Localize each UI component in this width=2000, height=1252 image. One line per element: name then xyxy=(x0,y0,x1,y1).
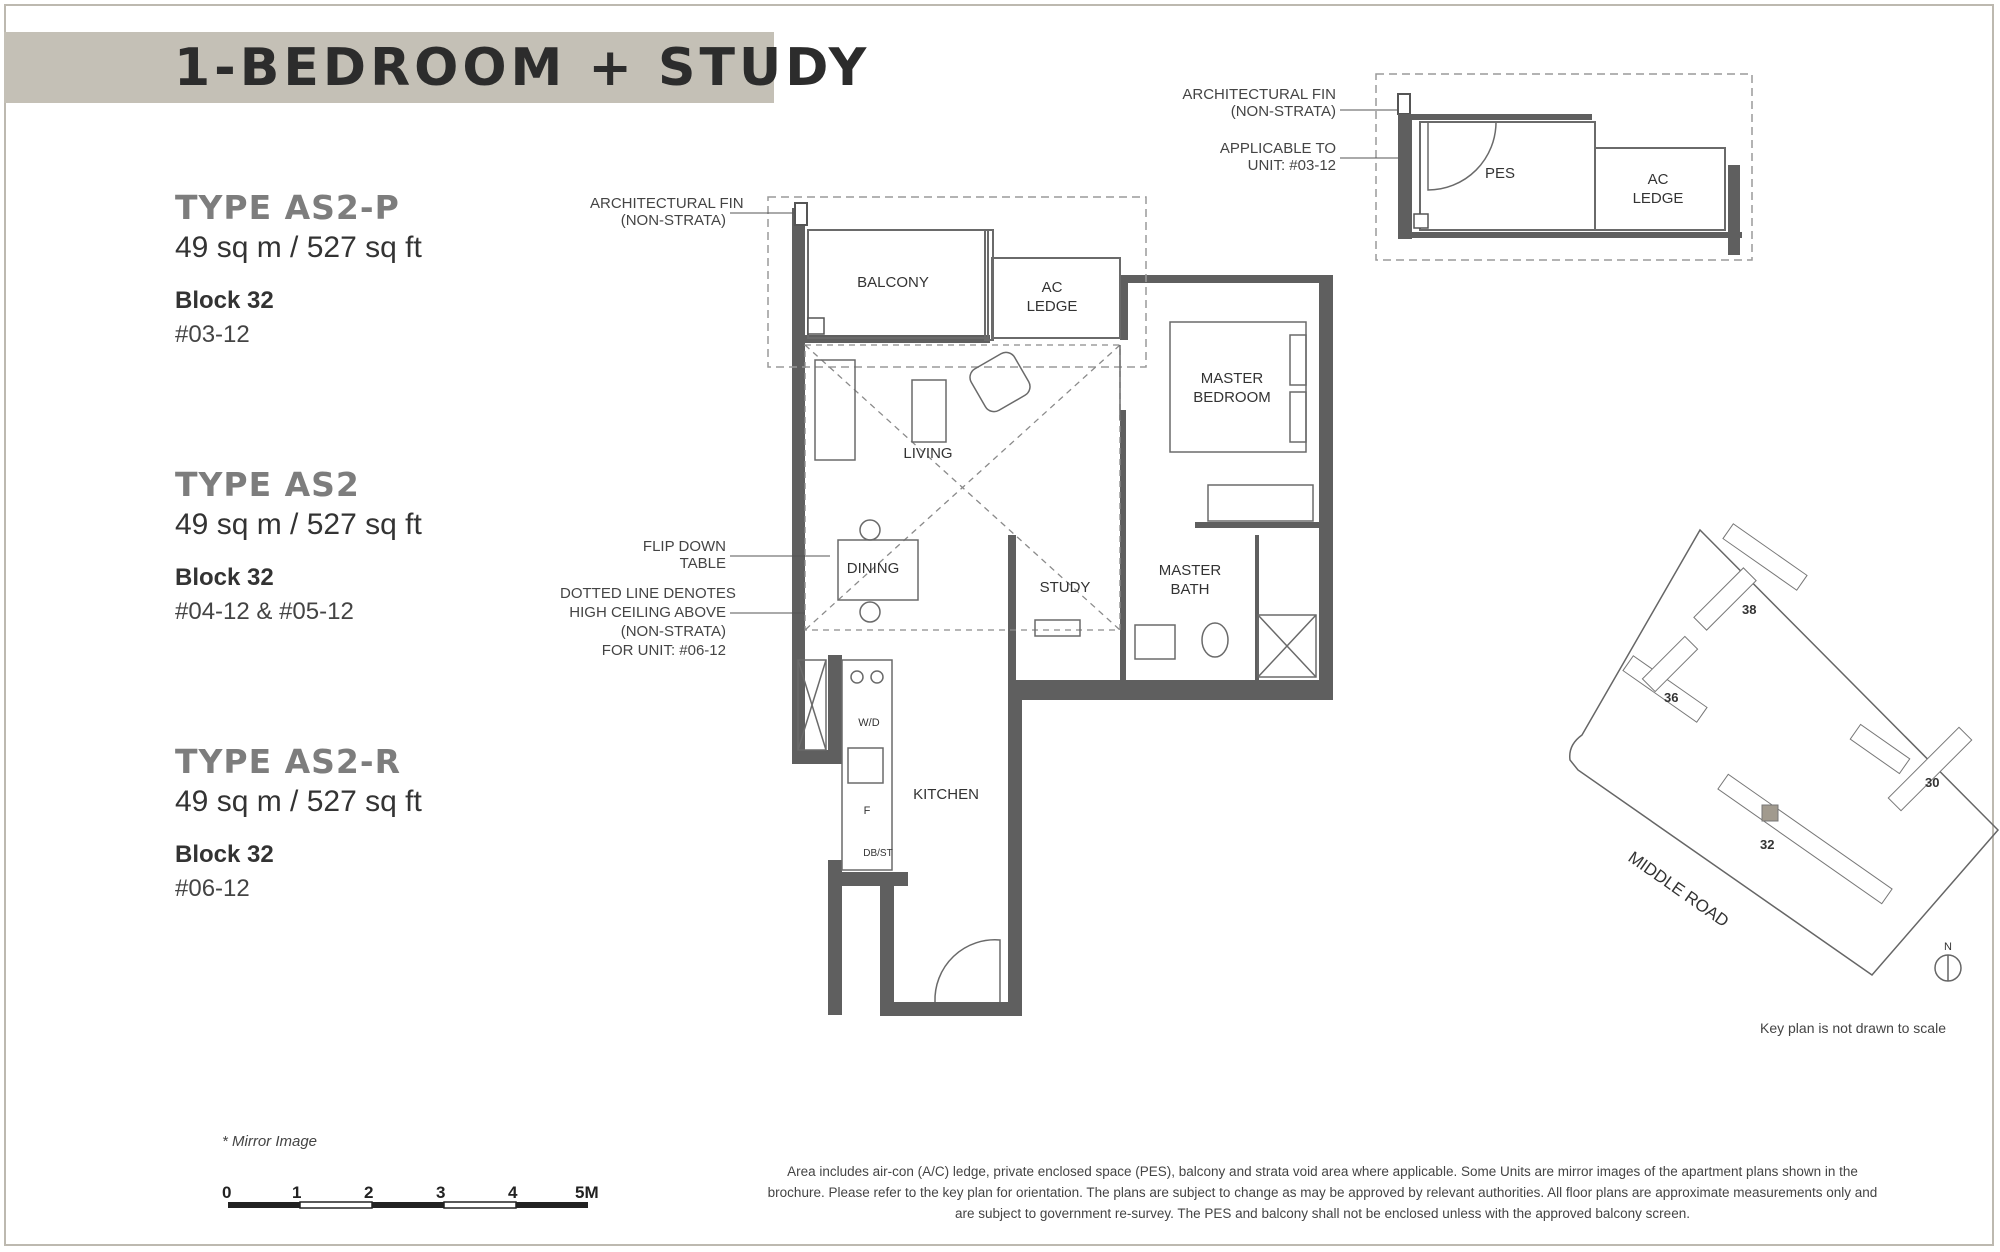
arch-fin-note xyxy=(590,195,744,229)
room-label-master: MASTER xyxy=(1200,370,1264,387)
scale-segment xyxy=(300,1202,372,1208)
scale-segment xyxy=(444,1202,516,1208)
room-label-study: STUDY xyxy=(1039,579,1091,596)
armchair xyxy=(966,349,1033,416)
inset-ac-ledge xyxy=(1595,148,1725,230)
inset-fin xyxy=(1398,94,1410,114)
room-label-ledge: LEDGE xyxy=(1026,298,1078,315)
inset-label-pes: PES xyxy=(1484,165,1516,182)
block-number: 32 xyxy=(1760,837,1775,852)
room-label-dining: DINING xyxy=(846,560,900,577)
type-name: TYPE AS2 xyxy=(175,465,360,504)
inset-wall xyxy=(1398,114,1412,239)
room-label-bedroom: BEDROOM xyxy=(1193,389,1271,406)
note-line: (NON-STRATA) xyxy=(620,212,726,229)
type-units: #03-12 xyxy=(175,321,250,348)
block-number: 38 xyxy=(1742,602,1757,617)
balcony xyxy=(808,230,1120,340)
wall-right xyxy=(1319,275,1333,700)
note-line: FOR UNIT: #06-12 xyxy=(601,642,726,659)
room-label-balcony: BALCONY xyxy=(857,274,929,291)
scale-label: 3 xyxy=(436,1183,446,1202)
coffee-table xyxy=(912,380,946,442)
room-label-living: LIVING xyxy=(903,445,953,462)
scale-bar xyxy=(222,1183,599,1208)
wall-bedroom-bottom xyxy=(1195,522,1333,528)
inset-fin-box xyxy=(1414,214,1428,228)
inset-plan xyxy=(1340,94,1742,255)
type-block-number: Block 32 xyxy=(175,841,274,868)
scale-labels xyxy=(222,1183,599,1202)
scale-segment xyxy=(372,1202,444,1208)
bed xyxy=(1170,322,1306,452)
chair xyxy=(860,520,880,540)
block-32-units xyxy=(1718,774,1892,903)
note-line: (NON-STRATA) xyxy=(620,623,726,640)
kitchen-counter xyxy=(842,660,892,870)
type-name: TYPE AS2-R xyxy=(175,742,401,781)
wardrobe xyxy=(1208,485,1313,521)
wall-study-right xyxy=(1120,535,1126,685)
architectural-fin xyxy=(795,203,807,225)
note-line: HIGH CEILING ABOVE xyxy=(569,604,726,621)
walls xyxy=(792,208,1333,1016)
chair xyxy=(860,602,880,622)
sofa xyxy=(815,360,855,460)
disclaimer: Area includes air-con (A/C) ledge, private enclosed space (PES), balcony and strata void area where applicable. Some Units are mirror images of the apartment plans shown in the brochure. Please refer to the key plan for orientation. The plans are subject to change as may be approved by relevant authorities. All floor plans are approximate measurements only and are subject to government re-survey. The PES and balcony shall not be enclosed unless with the approved balcony screen. xyxy=(767,1164,1878,1221)
wall-bedroom-left xyxy=(1120,410,1126,540)
study-desk xyxy=(1035,620,1080,636)
key-plan-blocks xyxy=(1623,524,1972,904)
scale-label: 1 xyxy=(292,1183,302,1202)
inset-wall-bottom xyxy=(1412,232,1742,238)
page-title: 1-BEDROOM + STUDY xyxy=(174,38,871,98)
mirror-note: * Mirror Image xyxy=(222,1133,318,1150)
scale-segment xyxy=(228,1202,300,1208)
scale-label: 5M xyxy=(575,1183,599,1202)
note-line: DOTTED LINE DENOTES xyxy=(560,585,736,602)
wall-bedroom-left-top xyxy=(1120,275,1128,340)
wall-right-kitchen xyxy=(1008,680,1022,1016)
type-area: 49 sq m / 527 sq ft xyxy=(175,231,422,264)
scale-label: 4 xyxy=(508,1183,518,1202)
note-line: (NON-STRATA) xyxy=(1230,103,1336,120)
highlighted-unit xyxy=(1762,805,1778,821)
wall-bottom xyxy=(880,1002,1012,1016)
furniture xyxy=(798,322,1316,1002)
inset-label-ac: AC xyxy=(1647,171,1669,188)
note-line: UNIT: #03-12 xyxy=(1247,157,1336,174)
inset-wall-right xyxy=(1728,165,1740,255)
type-block-number: Block 32 xyxy=(175,287,274,314)
type-units: #04-12 & #05-12 xyxy=(175,598,354,625)
basin xyxy=(1135,625,1175,659)
note-line: FLIP DOWN xyxy=(642,538,726,555)
block-number: 36 xyxy=(1664,690,1679,705)
room-label-ac: AC xyxy=(1041,279,1063,296)
key-plan xyxy=(1570,524,1998,981)
note-line: ARCHITECTURAL FIN xyxy=(590,195,744,212)
room-label-master-bath: MASTER xyxy=(1158,562,1222,579)
pillow xyxy=(1290,392,1306,442)
type-block-number: Block 32 xyxy=(175,564,274,591)
inset-wall-top xyxy=(1412,114,1592,120)
room-label-fridge: F xyxy=(863,805,871,817)
dotted-line-note xyxy=(560,584,736,660)
scale-label: 2 xyxy=(364,1183,374,1202)
room-label-bath: BATH xyxy=(1170,581,1210,598)
block-38-wing xyxy=(1694,568,1756,630)
wall-kitchen-jog xyxy=(828,872,908,886)
wall-kitchen-left-upper xyxy=(828,655,842,755)
road-label: MIDDLE ROAD xyxy=(1624,847,1733,932)
inset-label-ledge: LEDGE xyxy=(1632,190,1684,207)
type-area: 49 sq m / 527 sq ft xyxy=(175,508,422,541)
note-line: TABLE xyxy=(679,555,726,572)
fin-box xyxy=(808,318,824,334)
wall-study-left xyxy=(1008,535,1016,700)
note-line: ARCHITECTURAL FIN xyxy=(1182,86,1336,103)
wall-bottom-bath xyxy=(1008,680,1333,700)
hob xyxy=(851,671,863,683)
scale-label: 0 xyxy=(222,1183,232,1202)
scale-segment xyxy=(516,1202,588,1208)
inset-fin-note xyxy=(1170,86,1336,120)
north-label: N xyxy=(1944,941,1952,953)
room-label-kitchen: KITCHEN xyxy=(913,786,979,803)
key-plan-note: Key plan is not drawn to scale xyxy=(1760,1020,1946,1036)
flip-table-note xyxy=(600,538,726,572)
type-name: TYPE AS2-P xyxy=(175,188,400,227)
wall-entry-left xyxy=(880,872,894,1015)
type-units: #06-12 xyxy=(175,875,250,902)
toilet xyxy=(1202,623,1228,657)
note-line: APPLICABLE TO xyxy=(1219,140,1336,157)
room-labels xyxy=(847,274,1271,859)
block-numbers xyxy=(1664,602,1939,852)
room-label-dbst: DB/ST xyxy=(863,848,893,859)
inset-applicable-note xyxy=(1170,140,1336,174)
sink xyxy=(848,748,883,783)
entrance-door-swing xyxy=(935,940,1000,1002)
room-label-wd: W/D xyxy=(858,717,880,729)
block-number: 30 xyxy=(1925,775,1940,790)
hob xyxy=(871,671,883,683)
wall-top-bedroom xyxy=(1120,275,1333,283)
pillow xyxy=(1290,335,1306,385)
type-area: 49 sq m / 527 sq ft xyxy=(175,785,422,818)
